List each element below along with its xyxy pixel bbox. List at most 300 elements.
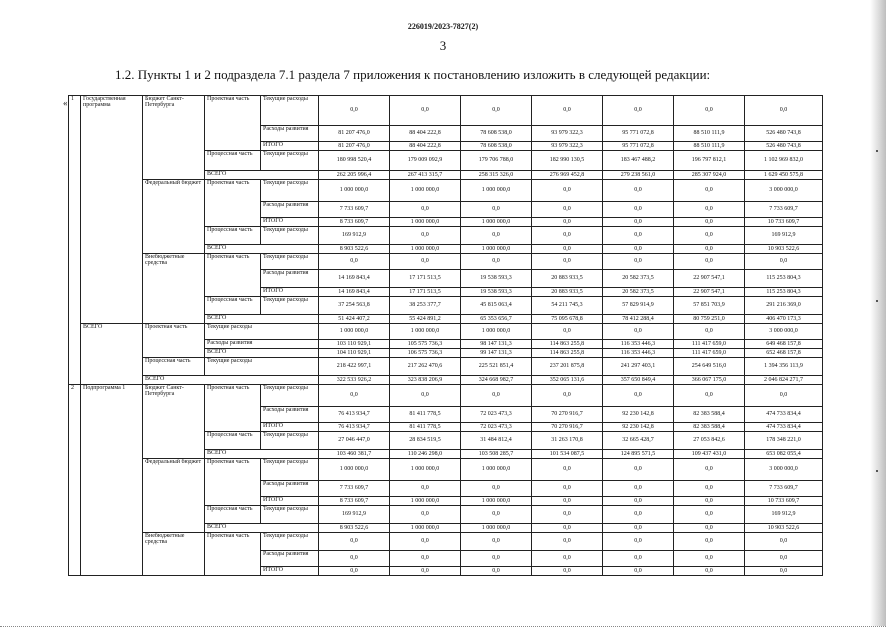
table-row [69, 96, 823, 126]
total-value-cell: 10 733 609,7 [745, 497, 823, 506]
total-label-cell: ВСЕГО [81, 324, 143, 385]
expense-type-cell: ВСЕГО [205, 349, 319, 358]
year-value-cell: 106 575 736,3 [390, 349, 461, 358]
year-value-cell: 0,0 [532, 254, 603, 270]
year-value-cell: 0,0 [461, 551, 532, 567]
part-cell: Проектная часть [205, 533, 261, 576]
total-value-cell: 0,0 [745, 551, 823, 567]
part-cell: Проектная часть [205, 96, 261, 151]
financing-table [68, 95, 823, 576]
total-value-cell: 474 733 834,4 [745, 423, 823, 432]
year-value-cell: 76 413 934,7 [319, 407, 390, 423]
year-value-cell: 0,0 [532, 497, 603, 506]
year-value-cell: 0,0 [674, 245, 745, 254]
year-value-cell: 8 733 609,7 [319, 218, 390, 227]
year-value-cell: 8 733 609,7 [319, 497, 390, 506]
year-value-cell: 0,0 [532, 96, 603, 126]
year-value-cell: 0,0 [532, 245, 603, 254]
table-row [69, 459, 823, 481]
part-cell: Проектная часть [143, 324, 205, 358]
year-value-cell: 0,0 [461, 481, 532, 497]
expense-type-cell: Текущие расходы [261, 180, 319, 202]
expense-type-cell: Расходы развития [261, 126, 319, 142]
year-value-cell: 323 838 206,9 [390, 376, 461, 385]
year-value-cell: 101 534 087,5 [532, 450, 603, 459]
table-row [69, 324, 823, 340]
year-value-cell: 70 270 916,7 [532, 407, 603, 423]
year-value-cell: 237 201 875,8 [532, 358, 603, 376]
year-value-cell: 352 065 131,6 [532, 376, 603, 385]
year-value-cell: 95 771 072,8 [603, 126, 674, 142]
part-cell: Процессная часть [143, 358, 205, 376]
year-value-cell: 0,0 [674, 324, 745, 340]
year-value-cell: 20 883 933,5 [532, 288, 603, 297]
year-value-cell: 75 095 678,8 [532, 315, 603, 324]
year-value-cell: 0,0 [603, 481, 674, 497]
expense-type-cell: Расходы развития [205, 340, 319, 349]
total-label-cell: ВСЕГО [205, 315, 319, 324]
page-number: 3 [439, 38, 447, 53]
year-value-cell: 99 147 131,3 [461, 349, 532, 358]
year-value-cell: 1 000 000,0 [319, 180, 390, 202]
table-row [69, 385, 823, 407]
table-row [69, 358, 823, 376]
expense-type-cell: Текущие расходы [261, 297, 319, 315]
row-number-cell: 2 [69, 385, 81, 576]
year-value-cell: 0,0 [390, 254, 461, 270]
year-value-cell: 57 829 914,9 [603, 297, 674, 315]
total-value-cell: 7 733 609,7 [745, 202, 823, 218]
year-value-cell: 103 508 285,7 [461, 450, 532, 459]
year-value-cell: 1 000 000,0 [461, 180, 532, 202]
instruction-heading: 1.2. Пункты 1 и 2 подраздела 7.1 раздела 7 приложения к постановлению изложить в следующей редакции: [115, 67, 711, 82]
expense-type-cell: Расходы развития [261, 202, 319, 218]
year-value-cell: 92 230 142,8 [603, 407, 674, 423]
year-value-cell: 254 649 516,0 [674, 358, 745, 376]
total-value-cell: 0,0 [745, 567, 823, 576]
year-value-cell: 0,0 [674, 506, 745, 524]
year-value-cell: 7 733 609,7 [319, 481, 390, 497]
document-number: 226019/2023-7827(2) [407, 22, 479, 31]
funding-source-cell: Бюджет Санкт-Петербурга [143, 96, 205, 180]
year-value-cell: 183 467 488,2 [603, 151, 674, 171]
year-value-cell: 0,0 [674, 227, 745, 245]
year-value-cell: 20 883 933,5 [532, 270, 603, 288]
year-value-cell: 81 207 476,0 [319, 142, 390, 151]
year-value-cell: 366 067 175,0 [674, 376, 745, 385]
total-value-cell: 10 903 522,6 [745, 524, 823, 533]
year-value-cell: 0,0 [390, 551, 461, 567]
year-value-cell: 31 263 170,8 [532, 432, 603, 450]
year-value-cell: 0,0 [603, 385, 674, 407]
page-bottom-edge [0, 626, 886, 641]
year-value-cell: 14 169 843,4 [319, 288, 390, 297]
year-value-cell: 38 253 377,7 [390, 297, 461, 315]
expense-type-cell: Расходы развития [261, 407, 319, 423]
year-value-cell: 55 424 891,2 [390, 315, 461, 324]
expense-type-cell: Текущие расходы [261, 432, 319, 450]
total-label-cell: ВСЕГО [205, 245, 319, 254]
year-value-cell: 0,0 [390, 202, 461, 218]
year-value-cell: 357 650 849,4 [603, 376, 674, 385]
year-value-cell: 93 979 322,3 [532, 126, 603, 142]
total-value-cell: 1 102 969 832,0 [745, 151, 823, 171]
year-value-cell: 111 417 659,0 [674, 340, 745, 349]
year-value-cell: 0,0 [603, 497, 674, 506]
year-value-cell: 0,0 [461, 506, 532, 524]
year-value-cell: 0,0 [603, 96, 674, 126]
year-value-cell: 0,0 [532, 506, 603, 524]
year-value-cell: 0,0 [461, 227, 532, 245]
funding-source-cell: Федеральный бюджет [143, 459, 205, 533]
year-value-cell: 1 000 000,0 [390, 459, 461, 481]
year-value-cell: 7 733 609,7 [319, 202, 390, 218]
total-value-cell: 526 480 743,8 [745, 126, 823, 142]
year-value-cell: 0,0 [674, 180, 745, 202]
total-value-cell: 0,0 [745, 533, 823, 551]
year-value-cell: 0,0 [319, 551, 390, 567]
total-label-cell: ВСЕГО [205, 524, 319, 533]
expense-type-cell: Текущие расходы [205, 358, 319, 376]
year-value-cell: 1 000 000,0 [390, 524, 461, 533]
total-value-cell: 406 470 173,3 [745, 315, 823, 324]
year-value-cell: 32 665 428,7 [603, 432, 674, 450]
year-value-cell: 1 000 000,0 [319, 324, 390, 340]
year-value-cell: 88 510 111,9 [674, 126, 745, 142]
year-value-cell: 111 417 659,0 [674, 349, 745, 358]
year-value-cell: 0,0 [674, 202, 745, 218]
year-value-cell: 218 422 997,1 [319, 358, 390, 376]
part-cell: Проектная часть [205, 254, 261, 297]
year-value-cell: 0,0 [532, 202, 603, 218]
total-value-cell: 169 912,9 [745, 506, 823, 524]
table-row [69, 180, 823, 202]
year-value-cell: 0,0 [461, 96, 532, 126]
year-value-cell: 114 863 255,8 [532, 340, 603, 349]
year-value-cell: 0,0 [674, 533, 745, 551]
expense-type-cell: Текущие расходы [261, 506, 319, 524]
year-value-cell: 1 000 000,0 [461, 524, 532, 533]
year-value-cell: 0,0 [390, 227, 461, 245]
year-value-cell: 93 979 322,3 [532, 142, 603, 151]
year-value-cell: 82 383 588,4 [674, 407, 745, 423]
year-value-cell: 1 000 000,0 [390, 324, 461, 340]
year-value-cell: 20 582 373,5 [603, 270, 674, 288]
year-value-cell: 1 000 000,0 [390, 180, 461, 202]
year-value-cell: 92 230 142,8 [603, 423, 674, 432]
year-value-cell: 0,0 [461, 567, 532, 576]
year-value-cell: 0,0 [603, 227, 674, 245]
year-value-cell: 54 211 745,3 [532, 297, 603, 315]
year-value-cell: 0,0 [532, 533, 603, 551]
year-value-cell: 103 460 381,7 [319, 450, 390, 459]
total-value-cell: 7 733 609,7 [745, 481, 823, 497]
year-value-cell: 17 171 513,5 [390, 288, 461, 297]
year-value-cell: 0,0 [532, 324, 603, 340]
year-value-cell: 14 169 843,4 [319, 270, 390, 288]
total-value-cell: 3 000 000,0 [745, 324, 823, 340]
scan-edge-shadow [870, 0, 886, 640]
year-value-cell: 76 413 934,7 [319, 423, 390, 432]
year-value-cell: 1 000 000,0 [461, 324, 532, 340]
part-cell: Процессная часть [205, 297, 261, 315]
year-value-cell: 78 412 288,4 [603, 315, 674, 324]
year-value-cell: 0,0 [674, 497, 745, 506]
expense-type-cell: ИТОГО [261, 497, 319, 506]
year-value-cell: 180 998 520,4 [319, 151, 390, 171]
year-value-cell: 65 353 656,7 [461, 315, 532, 324]
year-value-cell: 116 353 446,3 [603, 349, 674, 358]
year-value-cell: 262 205 996,4 [319, 171, 390, 180]
total-value-cell: 10 733 609,7 [745, 218, 823, 227]
year-value-cell: 0,0 [674, 524, 745, 533]
total-value-cell: 3 000 000,0 [745, 180, 823, 202]
year-value-cell: 27 053 842,6 [674, 432, 745, 450]
year-value-cell: 22 907 547,1 [674, 288, 745, 297]
year-value-cell: 1 000 000,0 [461, 459, 532, 481]
year-value-cell: 267 413 315,7 [390, 171, 461, 180]
expense-type-cell: Расходы развития [261, 481, 319, 497]
expense-type-cell: Текущие расходы [261, 533, 319, 551]
year-value-cell: 78 608 538,0 [461, 142, 532, 151]
year-value-cell: 241 297 403,1 [603, 358, 674, 376]
year-value-cell: 1 000 000,0 [390, 218, 461, 227]
year-value-cell: 179 009 092,9 [390, 151, 461, 171]
total-value-cell: 3 000 000,0 [745, 459, 823, 481]
year-value-cell: 0,0 [674, 551, 745, 567]
year-value-cell: 81 411 778,5 [390, 423, 461, 432]
year-value-cell: 0,0 [603, 533, 674, 551]
year-value-cell: 70 270 916,7 [532, 423, 603, 432]
year-value-cell: 1 000 000,0 [390, 497, 461, 506]
total-value-cell: 115 253 804,3 [745, 270, 823, 288]
year-value-cell: 17 171 513,5 [390, 270, 461, 288]
part-cell: Проектная часть [205, 459, 261, 506]
year-value-cell: 27 046 447,0 [319, 432, 390, 450]
year-value-cell: 182 990 130,5 [532, 151, 603, 171]
expense-type-cell: Расходы развития [261, 270, 319, 288]
year-value-cell: 0,0 [461, 254, 532, 270]
year-value-cell: 0,0 [532, 551, 603, 567]
expense-type-cell: Текущие расходы [261, 96, 319, 126]
year-value-cell: 279 238 561,0 [603, 171, 674, 180]
year-value-cell: 1 000 000,0 [461, 245, 532, 254]
year-value-cell: 0,0 [603, 218, 674, 227]
year-value-cell: 1 000 000,0 [461, 497, 532, 506]
year-value-cell: 0,0 [532, 567, 603, 576]
part-cell: Проектная часть [205, 385, 261, 432]
year-value-cell: 0,0 [390, 481, 461, 497]
year-value-cell: 88 404 222,8 [390, 126, 461, 142]
total-value-cell: 1 629 450 575,8 [745, 171, 823, 180]
total-value-cell: 10 903 522,6 [745, 245, 823, 254]
year-value-cell: 72 023 473,3 [461, 407, 532, 423]
total-value-cell: 291 216 369,0 [745, 297, 823, 315]
year-value-cell: 179 706 788,0 [461, 151, 532, 171]
expense-type-cell: ИТОГО [261, 288, 319, 297]
year-value-cell: 324 668 982,7 [461, 376, 532, 385]
year-value-cell: 72 023 473,3 [461, 423, 532, 432]
year-value-cell: 0,0 [674, 567, 745, 576]
total-value-cell: 649 468 157,8 [745, 340, 823, 349]
year-value-cell: 0,0 [603, 202, 674, 218]
expense-type-cell: Текущие расходы [261, 459, 319, 481]
year-value-cell: 31 484 812,4 [461, 432, 532, 450]
year-value-cell: 285 307 924,0 [674, 171, 745, 180]
expense-type-cell: Текущие расходы [261, 385, 319, 407]
part-cell: Проектная часть [205, 180, 261, 227]
year-value-cell: 0,0 [532, 459, 603, 481]
total-value-cell: 1 394 356 113,9 [745, 358, 823, 376]
expense-type-cell: Текущие расходы [261, 227, 319, 245]
year-value-cell: 0,0 [319, 96, 390, 126]
year-value-cell: 1 000 000,0 [461, 218, 532, 227]
year-value-cell: 0,0 [532, 481, 603, 497]
year-value-cell: 109 437 431,0 [674, 450, 745, 459]
total-value-cell: 115 253 804,3 [745, 288, 823, 297]
year-value-cell: 82 383 588,4 [674, 423, 745, 432]
year-value-cell: 0,0 [674, 459, 745, 481]
year-value-cell: 28 834 519,5 [390, 432, 461, 450]
year-value-cell: 0,0 [390, 506, 461, 524]
year-value-cell: 37 254 563,8 [319, 297, 390, 315]
year-value-cell: 225 521 851,4 [461, 358, 532, 376]
year-value-cell: 80 759 251,0 [674, 315, 745, 324]
total-value-cell: 474 733 834,4 [745, 407, 823, 423]
year-value-cell: 81 207 476,0 [319, 126, 390, 142]
year-value-cell: 116 353 446,3 [603, 340, 674, 349]
year-value-cell: 88 510 111,9 [674, 142, 745, 151]
year-value-cell: 98 147 131,3 [461, 340, 532, 349]
total-value-cell: 0,0 [745, 385, 823, 407]
year-value-cell: 0,0 [603, 324, 674, 340]
total-value-cell: 653 082 055,4 [745, 450, 823, 459]
total-value-cell: 169 912,9 [745, 227, 823, 245]
row-number-cell: 1 [69, 96, 81, 385]
year-value-cell: 0,0 [603, 524, 674, 533]
table-row [69, 533, 823, 551]
year-value-cell: 57 851 703,9 [674, 297, 745, 315]
total-value-cell: 652 468 157,8 [745, 349, 823, 358]
part-cell: Процессная часть [205, 151, 261, 171]
expense-type-cell: ИТОГО [261, 142, 319, 151]
expense-type-cell: Текущие расходы [205, 324, 319, 340]
year-value-cell: 0,0 [390, 385, 461, 407]
year-value-cell: 217 262 470,6 [390, 358, 461, 376]
year-value-cell: 0,0 [532, 218, 603, 227]
year-value-cell: 105 575 736,3 [390, 340, 461, 349]
year-value-cell: 0,0 [532, 180, 603, 202]
year-value-cell: 103 110 929,1 [319, 340, 390, 349]
year-value-cell: 322 533 926,2 [319, 376, 390, 385]
scan-speck [876, 150, 878, 152]
year-value-cell: 20 582 373,5 [603, 288, 674, 297]
total-value-cell: 2 046 824 271,7 [745, 376, 823, 385]
year-value-cell: 81 411 778,5 [390, 407, 461, 423]
table-row [69, 254, 823, 270]
year-value-cell: 0,0 [532, 524, 603, 533]
year-value-cell: 0,0 [674, 385, 745, 407]
year-value-cell: 0,0 [461, 533, 532, 551]
year-value-cell: 95 771 072,8 [603, 142, 674, 151]
year-value-cell: 78 608 538,0 [461, 126, 532, 142]
year-value-cell: 19 538 593,3 [461, 288, 532, 297]
year-value-cell: 114 863 255,8 [532, 349, 603, 358]
year-value-cell: 124 895 571,5 [603, 450, 674, 459]
expense-type-cell: Текущие расходы [261, 254, 319, 270]
funding-source-cell: Внебюджетные средства [143, 533, 205, 576]
year-value-cell: 0,0 [319, 567, 390, 576]
year-value-cell: 0,0 [319, 385, 390, 407]
year-value-cell: 0,0 [319, 254, 390, 270]
year-value-cell: 0,0 [603, 254, 674, 270]
year-value-cell: 0,0 [461, 202, 532, 218]
year-value-cell: 88 404 222,8 [390, 142, 461, 151]
year-value-cell: 0,0 [603, 245, 674, 254]
year-value-cell: 258 315 326,0 [461, 171, 532, 180]
part-cell: Процессная часть [205, 227, 261, 245]
year-value-cell: 0,0 [603, 506, 674, 524]
total-value-cell: 178 348 221,0 [745, 432, 823, 450]
total-value-cell: 0,0 [745, 254, 823, 270]
year-value-cell: 169 912,9 [319, 506, 390, 524]
year-value-cell: 110 246 298,0 [390, 450, 461, 459]
year-value-cell: 0,0 [319, 533, 390, 551]
year-value-cell: 45 815 063,4 [461, 297, 532, 315]
year-value-cell: 0,0 [674, 218, 745, 227]
year-value-cell: 169 912,9 [319, 227, 390, 245]
year-value-cell: 0,0 [390, 533, 461, 551]
year-value-cell: 0,0 [390, 96, 461, 126]
year-value-cell: 0,0 [461, 385, 532, 407]
year-value-cell: 104 110 929,1 [319, 349, 390, 358]
year-value-cell: 196 797 812,1 [674, 151, 745, 171]
part-cell: Процессная часть [205, 506, 261, 524]
year-value-cell: 276 969 452,8 [532, 171, 603, 180]
year-value-cell: 51 424 407,2 [319, 315, 390, 324]
table-row [69, 376, 823, 385]
funding-source-cell: Внебюджетные средства [143, 254, 205, 324]
year-value-cell: 1 000 000,0 [390, 245, 461, 254]
scan-speck [876, 300, 878, 302]
year-value-cell: 0,0 [390, 567, 461, 576]
year-value-cell: 8 903 522,6 [319, 245, 390, 254]
total-label-cell: ВСЕГО [143, 376, 319, 385]
year-value-cell: 0,0 [603, 459, 674, 481]
expense-type-cell: Расходы развития [261, 551, 319, 567]
expense-type-cell: Текущие расходы [261, 151, 319, 171]
funding-source-cell: Бюджет Санкт-Петербурга [143, 385, 205, 459]
program-name-cell: Подпрограмма 1 [81, 385, 143, 576]
year-value-cell: 0,0 [674, 254, 745, 270]
year-value-cell: 0,0 [603, 180, 674, 202]
year-value-cell: 0,0 [674, 481, 745, 497]
year-value-cell: 0,0 [532, 385, 603, 407]
part-cell: Процессная часть [205, 432, 261, 450]
expense-type-cell: ИТОГО [261, 423, 319, 432]
year-value-cell: 0,0 [674, 96, 745, 126]
total-value-cell: 0,0 [745, 96, 823, 126]
year-value-cell: 0,0 [603, 567, 674, 576]
opening-quote-mark: « [63, 98, 68, 108]
year-value-cell: 19 538 593,3 [461, 270, 532, 288]
total-value-cell: 526 480 743,8 [745, 142, 823, 151]
expense-type-cell: ИТОГО [261, 218, 319, 227]
expense-type-cell: ИТОГО [261, 567, 319, 576]
year-value-cell: 8 903 522,6 [319, 524, 390, 533]
funding-source-cell: Федеральный бюджет [143, 180, 205, 254]
scan-speck [876, 470, 878, 472]
